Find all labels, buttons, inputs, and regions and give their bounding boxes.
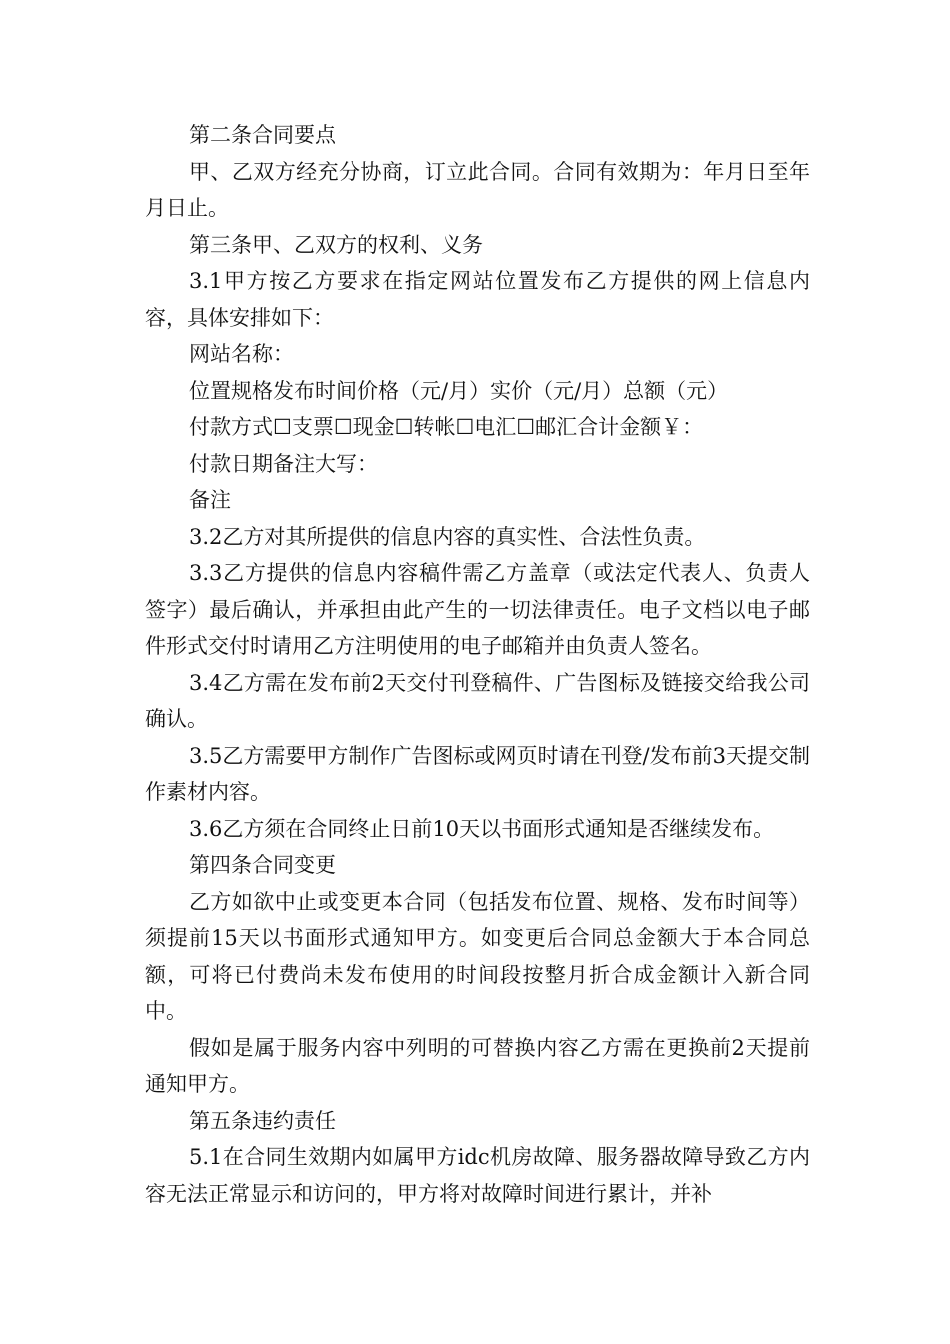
section-heading-4: 第四条合同变更 (189, 853, 336, 877)
clause-3-1: 3.1甲方按乙方要求在指定网站位置发布乙方提供的网上信息内容，具体安排如下： (145, 269, 810, 330)
paragraph-validity: 甲、乙双方经充分协商，订立此合同。合同有效期为：年月日至年月日止。 (145, 159, 810, 220)
clause-3-2: 3.2乙方对其所提供的信息内容的真实性、合法性负责。 (189, 524, 706, 549)
section-heading-2: 第二条合同要点 (189, 123, 336, 147)
paragraph-change: 乙方如欲中止或变更本合同（包括发布位置、规格、发布时间等）须提前15天以书面形式通知甲方。如变更后合同总金额大于本合同总额，可将已付费尚未发布使用的时间段按整月折合成金额计入新合同中。 (145, 889, 810, 1023)
website-name-line: 网站名称： (189, 342, 294, 366)
section-heading-3: 第三条甲、乙双方的权利、义务 (189, 232, 483, 257)
paragraph-replace: 假如是属于服务内容中列明的可替换内容乙方需在更换前2天提前通知甲方。 (145, 1035, 810, 1096)
clause-3-6: 3.6乙方须在合同终止日前10天以书面形式通知是否继续发布。 (189, 816, 775, 841)
clause-3-5: 3.5乙方需要甲方制作广告图标或网页时请在刊登/发布前3天提交制作素材内容。 (145, 743, 810, 804)
clause-5-1: 5.1在合同生效期内如属甲方idc机房故障、服务器故障导致乙方内容无法正常显示和访问的，甲方将对故障时间进行累计，并补 (145, 1145, 810, 1206)
clause-3-4: 3.4乙方需在发布前2天交付刊登稿件、广告图标及链接交给我公司确认。 (145, 670, 810, 731)
table-header-line: 位置规格发布时间价格（元/月）实价（元/月）总额（元） (189, 378, 729, 403)
section-heading-5: 第五条违约责任 (189, 1108, 336, 1133)
document-body (145, 117, 810, 1212)
payment-date-line: 付款日期备注大写： (189, 451, 378, 476)
clause-3-3: 3.3乙方提供的信息内容稿件需乙方盖章（或法定代表人、负责人签字）最后确认，并承担由此产生的一切法律责任。电子文档以电子邮件形式交付时请用乙方注明使用的电子邮箱并由负责人签名。 (145, 561, 810, 658)
payment-method-line: 付款方式☐支票☐现金☐转帐☐电汇☐邮汇合计金额￥： (189, 415, 704, 439)
remarks-line: 备注 (189, 488, 231, 512)
